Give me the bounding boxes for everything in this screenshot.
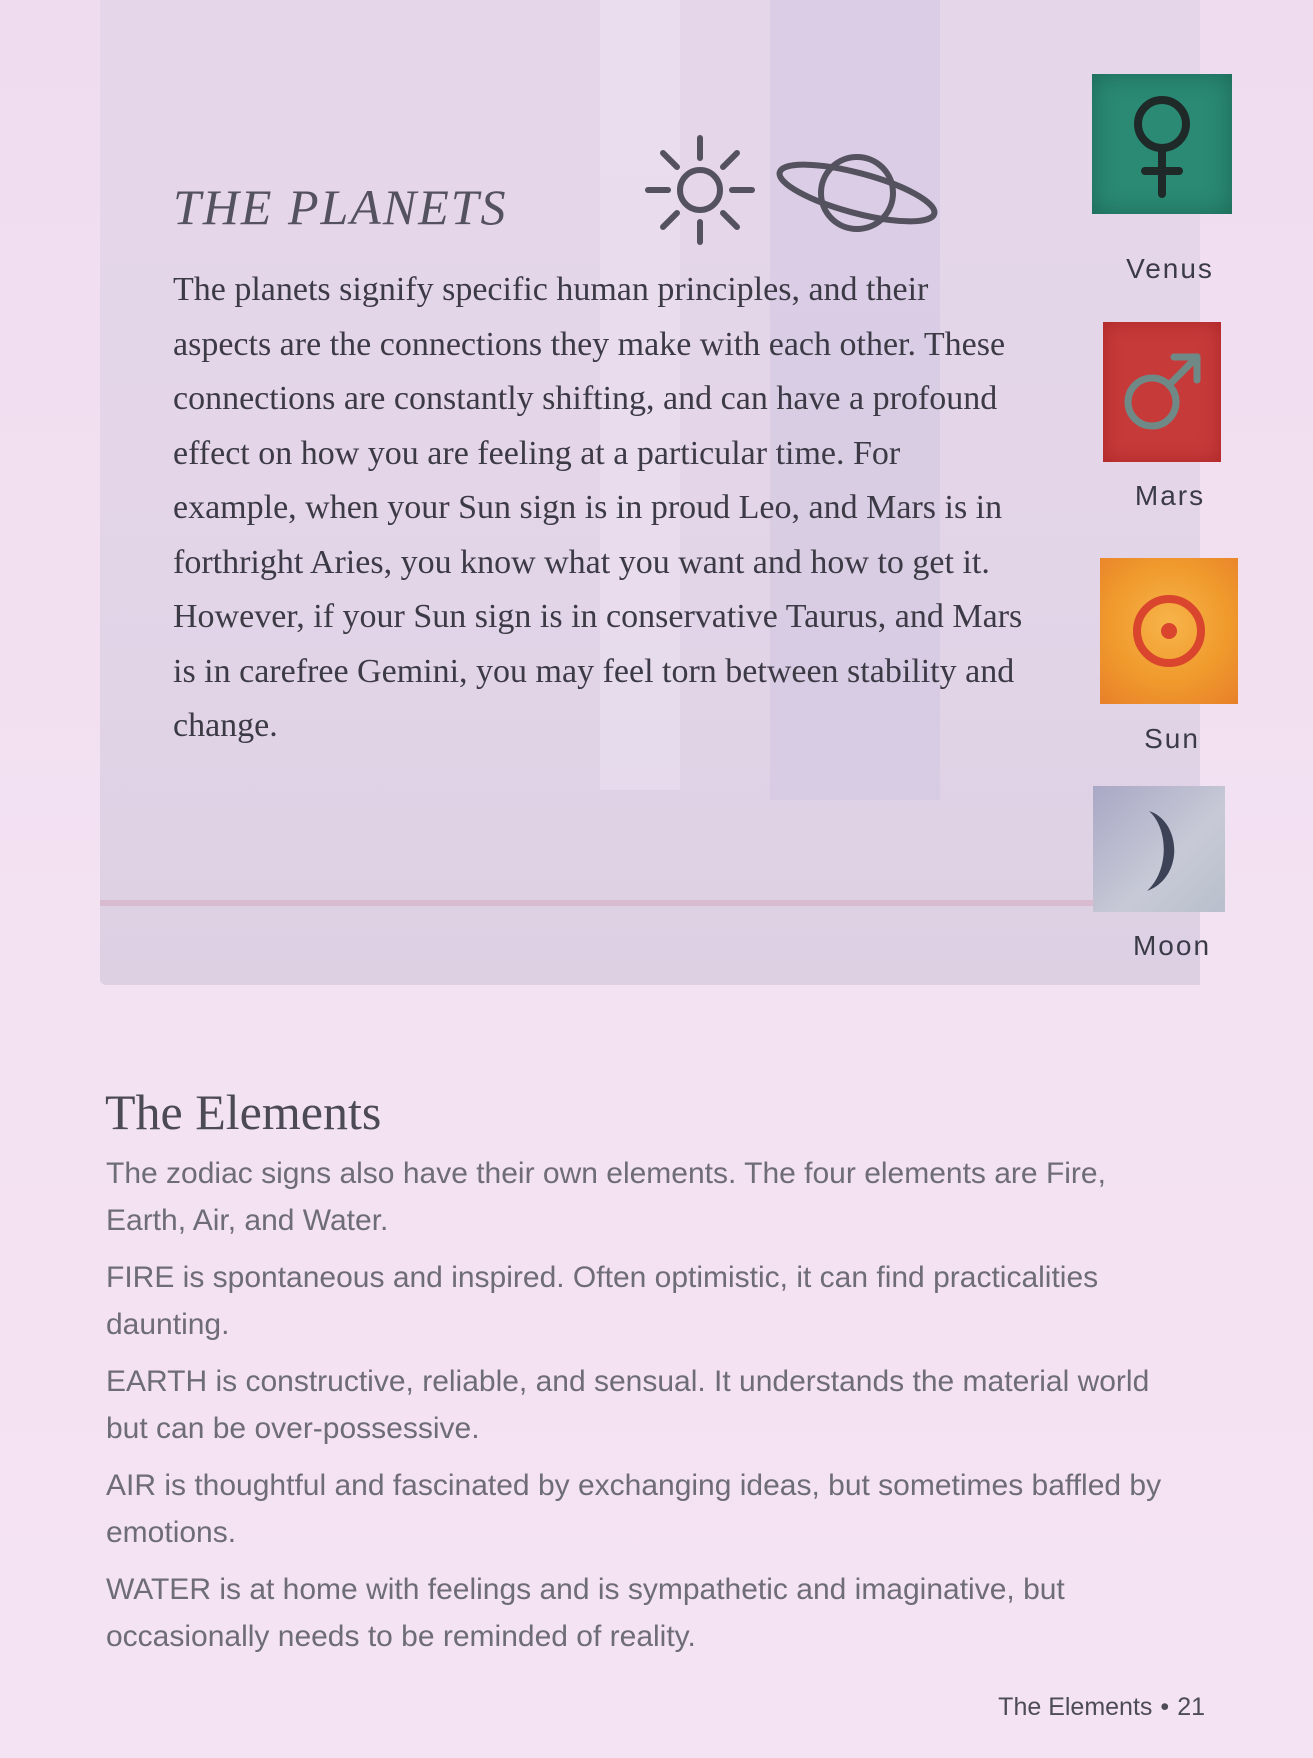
venus-label: Venus: [1126, 253, 1214, 284]
venus-symbol-icon: [1127, 89, 1197, 199]
elements-intro-paragraph: The zodiac signs also have their own elements. The four elements are Fire, Earth, Air, and Water.: [106, 1157, 1106, 1237]
planets-paragraph: The planets signify specific human principles, and their aspects are the connections they make with each other. These connections are constantly shifting, and can have a profound effect on how you are feeling at a particular time. For example, when your Sun sign is in proud Leo, and Mars is in forthright Aries, you know what you want and how to get it. However, if your Sun sign is in conservative Taurus, and Mars is in carefree Gemini, you may feel torn between stability and change.: [173, 271, 1023, 744]
elements-heading: The Elements: [105, 1084, 382, 1140]
venus-tile: [1092, 74, 1232, 214]
mars-label: Mars: [1134, 480, 1206, 511]
fire-paragraph: FIRE is spontaneous and inspired. Often optimistic, it can find practicalities daunting.: [106, 1261, 1099, 1341]
footer-section-title: The Elements: [998, 1693, 1153, 1721]
sun-label: Sun: [1144, 723, 1200, 754]
moon-symbol-icon: [1119, 799, 1199, 899]
page-footer: [998, 1693, 1205, 1722]
saturn-icon: [772, 143, 942, 243]
sun-symbol-icon: [1124, 586, 1214, 676]
mars-tile: [1103, 322, 1221, 462]
page-number: 21: [1177, 1693, 1205, 1721]
moon-label: Moon: [1132, 930, 1212, 961]
footer-separator: •: [1160, 1693, 1170, 1721]
moon-tile: [1093, 786, 1225, 912]
mars-symbol-icon: [1112, 342, 1212, 442]
sun-tile: [1100, 558, 1238, 704]
panel-edge-decor: [100, 900, 1200, 906]
planets-heading: THE PLANETS: [173, 179, 508, 235]
earth-paragraph: EARTH is constructive, reliable, and sensual. It understands the material world but can be over-possessive.: [106, 1365, 1150, 1445]
sun-icon: [640, 130, 760, 250]
water-paragraph: WATER is at home with feelings and is sympathetic and imaginative, but occasionally needs to be reminded of reality.: [106, 1573, 1065, 1653]
air-paragraph: AIR is thoughtful and fascinated by exchanging ideas, but sometimes baffled by emotions.: [106, 1469, 1162, 1549]
